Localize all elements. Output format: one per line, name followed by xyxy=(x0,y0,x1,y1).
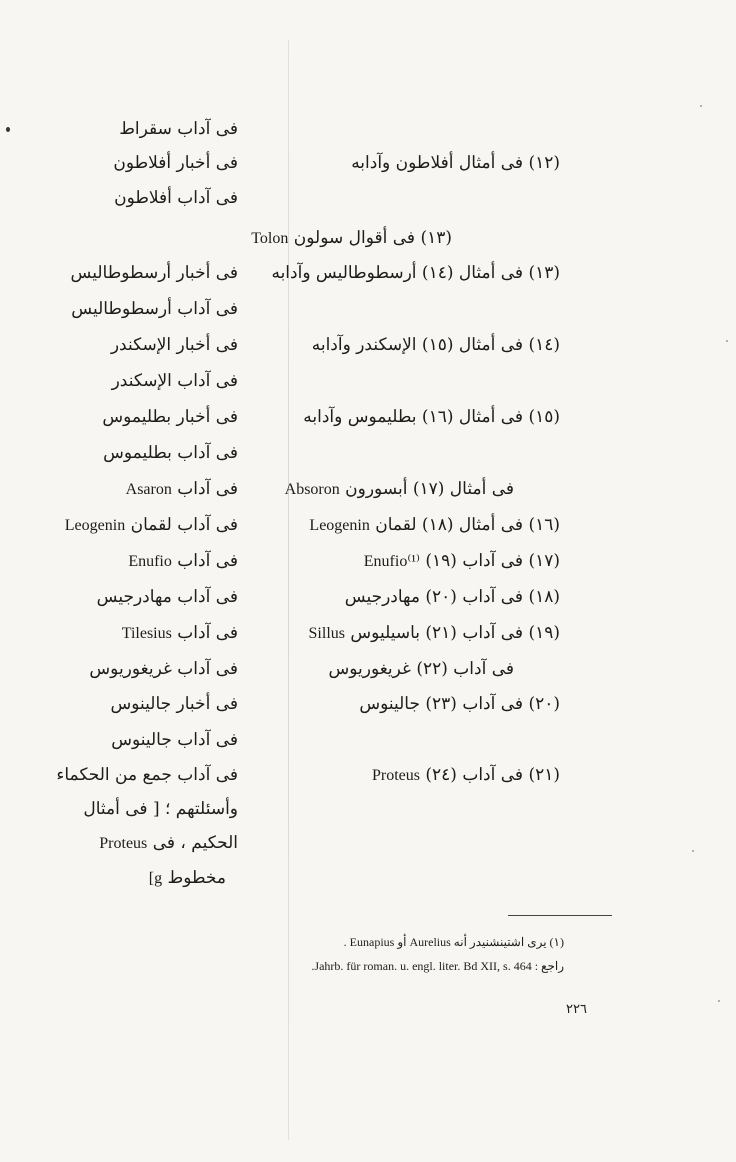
right-entry-8: (١٧) فى آداب (١٩) Enufio⁽¹⁾ xyxy=(363,551,560,571)
scan-speck xyxy=(726,340,728,342)
left-entry-7: فى آداب الإسكندر xyxy=(111,371,238,391)
footnote-line-2: راجع : Jahrb. für roman. u. engl. liter. Bd XII, s. 464. xyxy=(311,959,564,973)
left-entry-19: وأسئلتهم ؛ [ فى أمثال xyxy=(83,799,238,819)
left-entry-4: فى أخبار أرسطوطاليس xyxy=(70,263,238,283)
left-entry-16: فى أخبار جالينوس xyxy=(110,694,238,714)
page-number: ٢٢٦ xyxy=(566,1002,587,1017)
left-entry-14: فى آداب Tilesius xyxy=(121,623,238,643)
right-entry-9: (١٨) فى آداب (٢٠) مهادرجيس xyxy=(344,587,560,607)
scan-speck xyxy=(6,127,10,132)
scan-speck xyxy=(692,850,694,852)
right-entry-12: (٢٠) فى آداب (٢٣) جالينوس xyxy=(359,694,560,714)
right-entry-4: (١٤) فى أمثال (١٥) الإسكندر وآدابه xyxy=(311,335,560,355)
right-entry-7: (١٦) فى أمثال (١٨) لقمان Leogenin xyxy=(309,515,560,535)
right-entry-6: فى أمثال (١٧) أبسورون Absoron xyxy=(284,479,514,499)
right-entry-2: (١٣) فى أقوال سولون Tolon xyxy=(251,228,452,248)
scan-speck xyxy=(700,105,702,107)
left-entry-6: فى أخبار الإسكندر xyxy=(110,335,238,355)
left-entry-20: الحكيم ، فى Proteus xyxy=(99,833,238,853)
left-entry-13: فى آداب مهادرجيس xyxy=(96,587,238,607)
left-entry-11: فى آداب لقمان Leogenin xyxy=(64,515,238,535)
left-entry-12: فى آداب Enufio xyxy=(128,551,238,571)
left-entry-18: فى آداب جمع من الحكماء xyxy=(56,765,238,785)
footnote-line-1: (١) يرى اشتينشنيدر أنه Aurelius أو Eunapius . xyxy=(343,935,564,949)
right-entry-1: (١٢) فى أمثال أفلاطون وآدابه xyxy=(351,153,560,173)
left-entry-8: فى أخبار بطليموس xyxy=(102,407,238,427)
scan-speck xyxy=(718,1000,720,1002)
left-entry-3: فى آداب أفلاطون xyxy=(114,188,238,208)
right-entry-11: فى آداب (٢٢) غريغوريوس xyxy=(328,659,514,679)
left-entry-17: فى آداب جالينوس xyxy=(111,730,238,750)
footnote-rule xyxy=(508,915,612,916)
right-entry-3: (١٣) فى أمثال (١٤) أرسطوطاليس وآدابه xyxy=(271,263,560,283)
left-entry-5: فى آداب أرسطوطاليس xyxy=(71,299,238,319)
left-entry-21: مخطوط [g xyxy=(148,868,226,888)
left-entry-1: فى آداب سقراط xyxy=(119,119,238,139)
right-entry-13: (٢١) فى آداب (٢٤) Proteus xyxy=(371,765,560,785)
right-entry-5: (١٥) فى أمثال (١٦) بطليموس وآدابه xyxy=(303,407,560,427)
page-gutter-line xyxy=(288,40,289,1140)
left-entry-9: فى آداب بطليموس xyxy=(103,443,238,463)
left-entry-10: فى آداب Asaron xyxy=(125,479,238,499)
right-entry-10: (١٩) فى آداب (٢١) باسيليوس Sillus xyxy=(308,623,560,643)
left-entry-2: فى أخبار أفلاطون xyxy=(113,153,238,173)
left-entry-15: فى آداب غريغوريوس xyxy=(89,659,238,679)
